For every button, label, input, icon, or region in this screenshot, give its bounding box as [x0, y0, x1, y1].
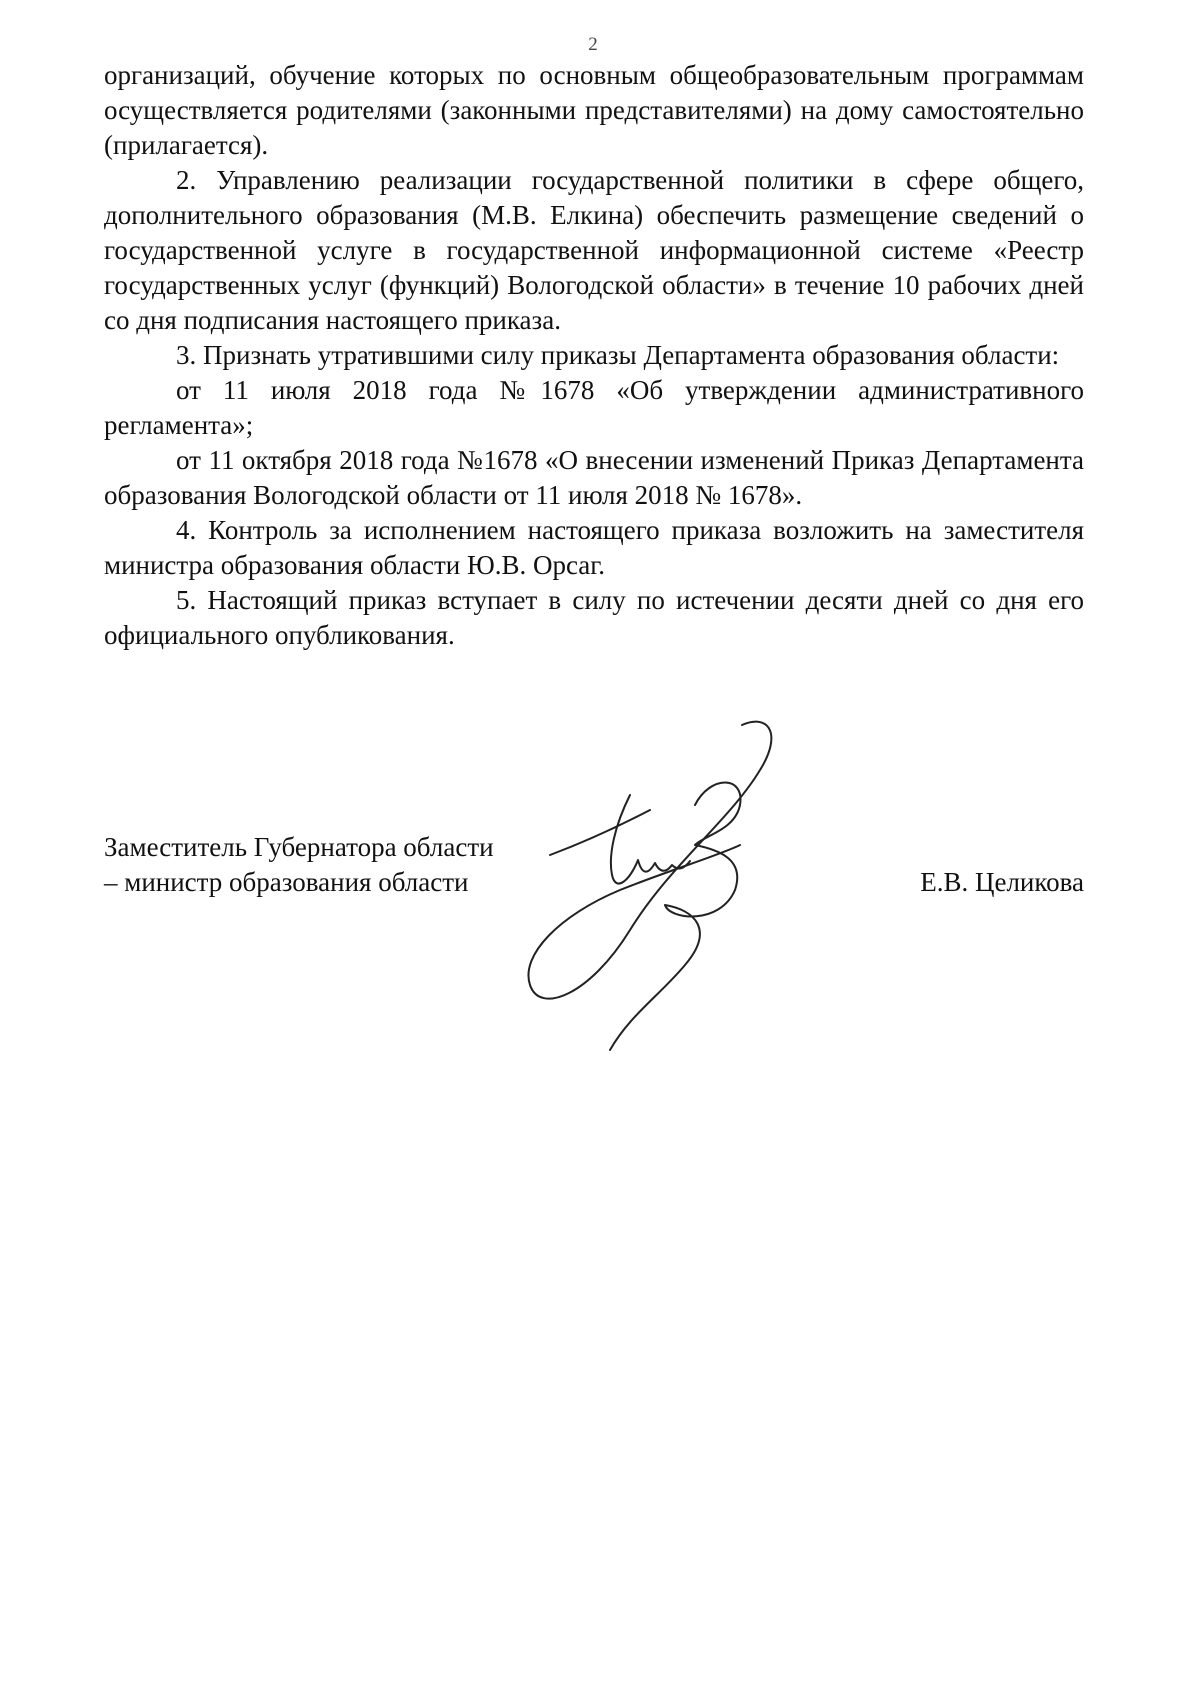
- paragraph-item-4: 4. Контроль за исполнением настоящего приказа возложить на заместителя министра образования области Ю.В. Орсаг.: [104, 515, 1084, 580]
- handwritten-signature: [520, 715, 830, 1065]
- paragraph-item-2: 2. Управлению реализации государственной политики в сфере общего, дополнительного образования (М.В. Елкина) обеспечить размещение сведений о государственной услуге в государственной информационной системе «Реестр государственных услуг (функций) Вологодской области» в течение 10 рабочих дней со дня подписания настоящего приказа.: [104, 165, 1084, 335]
- paragraph-continuation: организаций, обучение которых по основным общеобразовательным программам осуществляется родителями (законными представителями) на дому самостоятельно (прилагается).: [104, 60, 1084, 160]
- paragraph-item-3: 3. Признать утратившими силу приказы Департамента образования области:: [176, 340, 1060, 370]
- signatory-position: [104, 830, 494, 900]
- document-body: [104, 58, 1084, 653]
- page-number: 2: [588, 34, 598, 55]
- paragraph-item-3-order-2: от 11 октября 2018 года №1678 «О внесении изменений Приказ Департамента образования Вологодской области от 11 июля 2018 № 1678».: [104, 445, 1084, 510]
- signatory-position-line-2: – министр образования области: [104, 867, 469, 897]
- signatory-name: Е.В. Целикова: [920, 867, 1084, 897]
- signatory-position-line-1: Заместитель Губернатора области: [104, 832, 494, 862]
- paragraph-item-3-order-1: от 11 июля 2018 года №1678 «Об утверждении административного регламента»;: [104, 375, 1084, 440]
- paragraph-item-5: 5. Настоящий приказ вступает в силу по истечении десяти дней со дня его официального опубликования.: [104, 585, 1084, 650]
